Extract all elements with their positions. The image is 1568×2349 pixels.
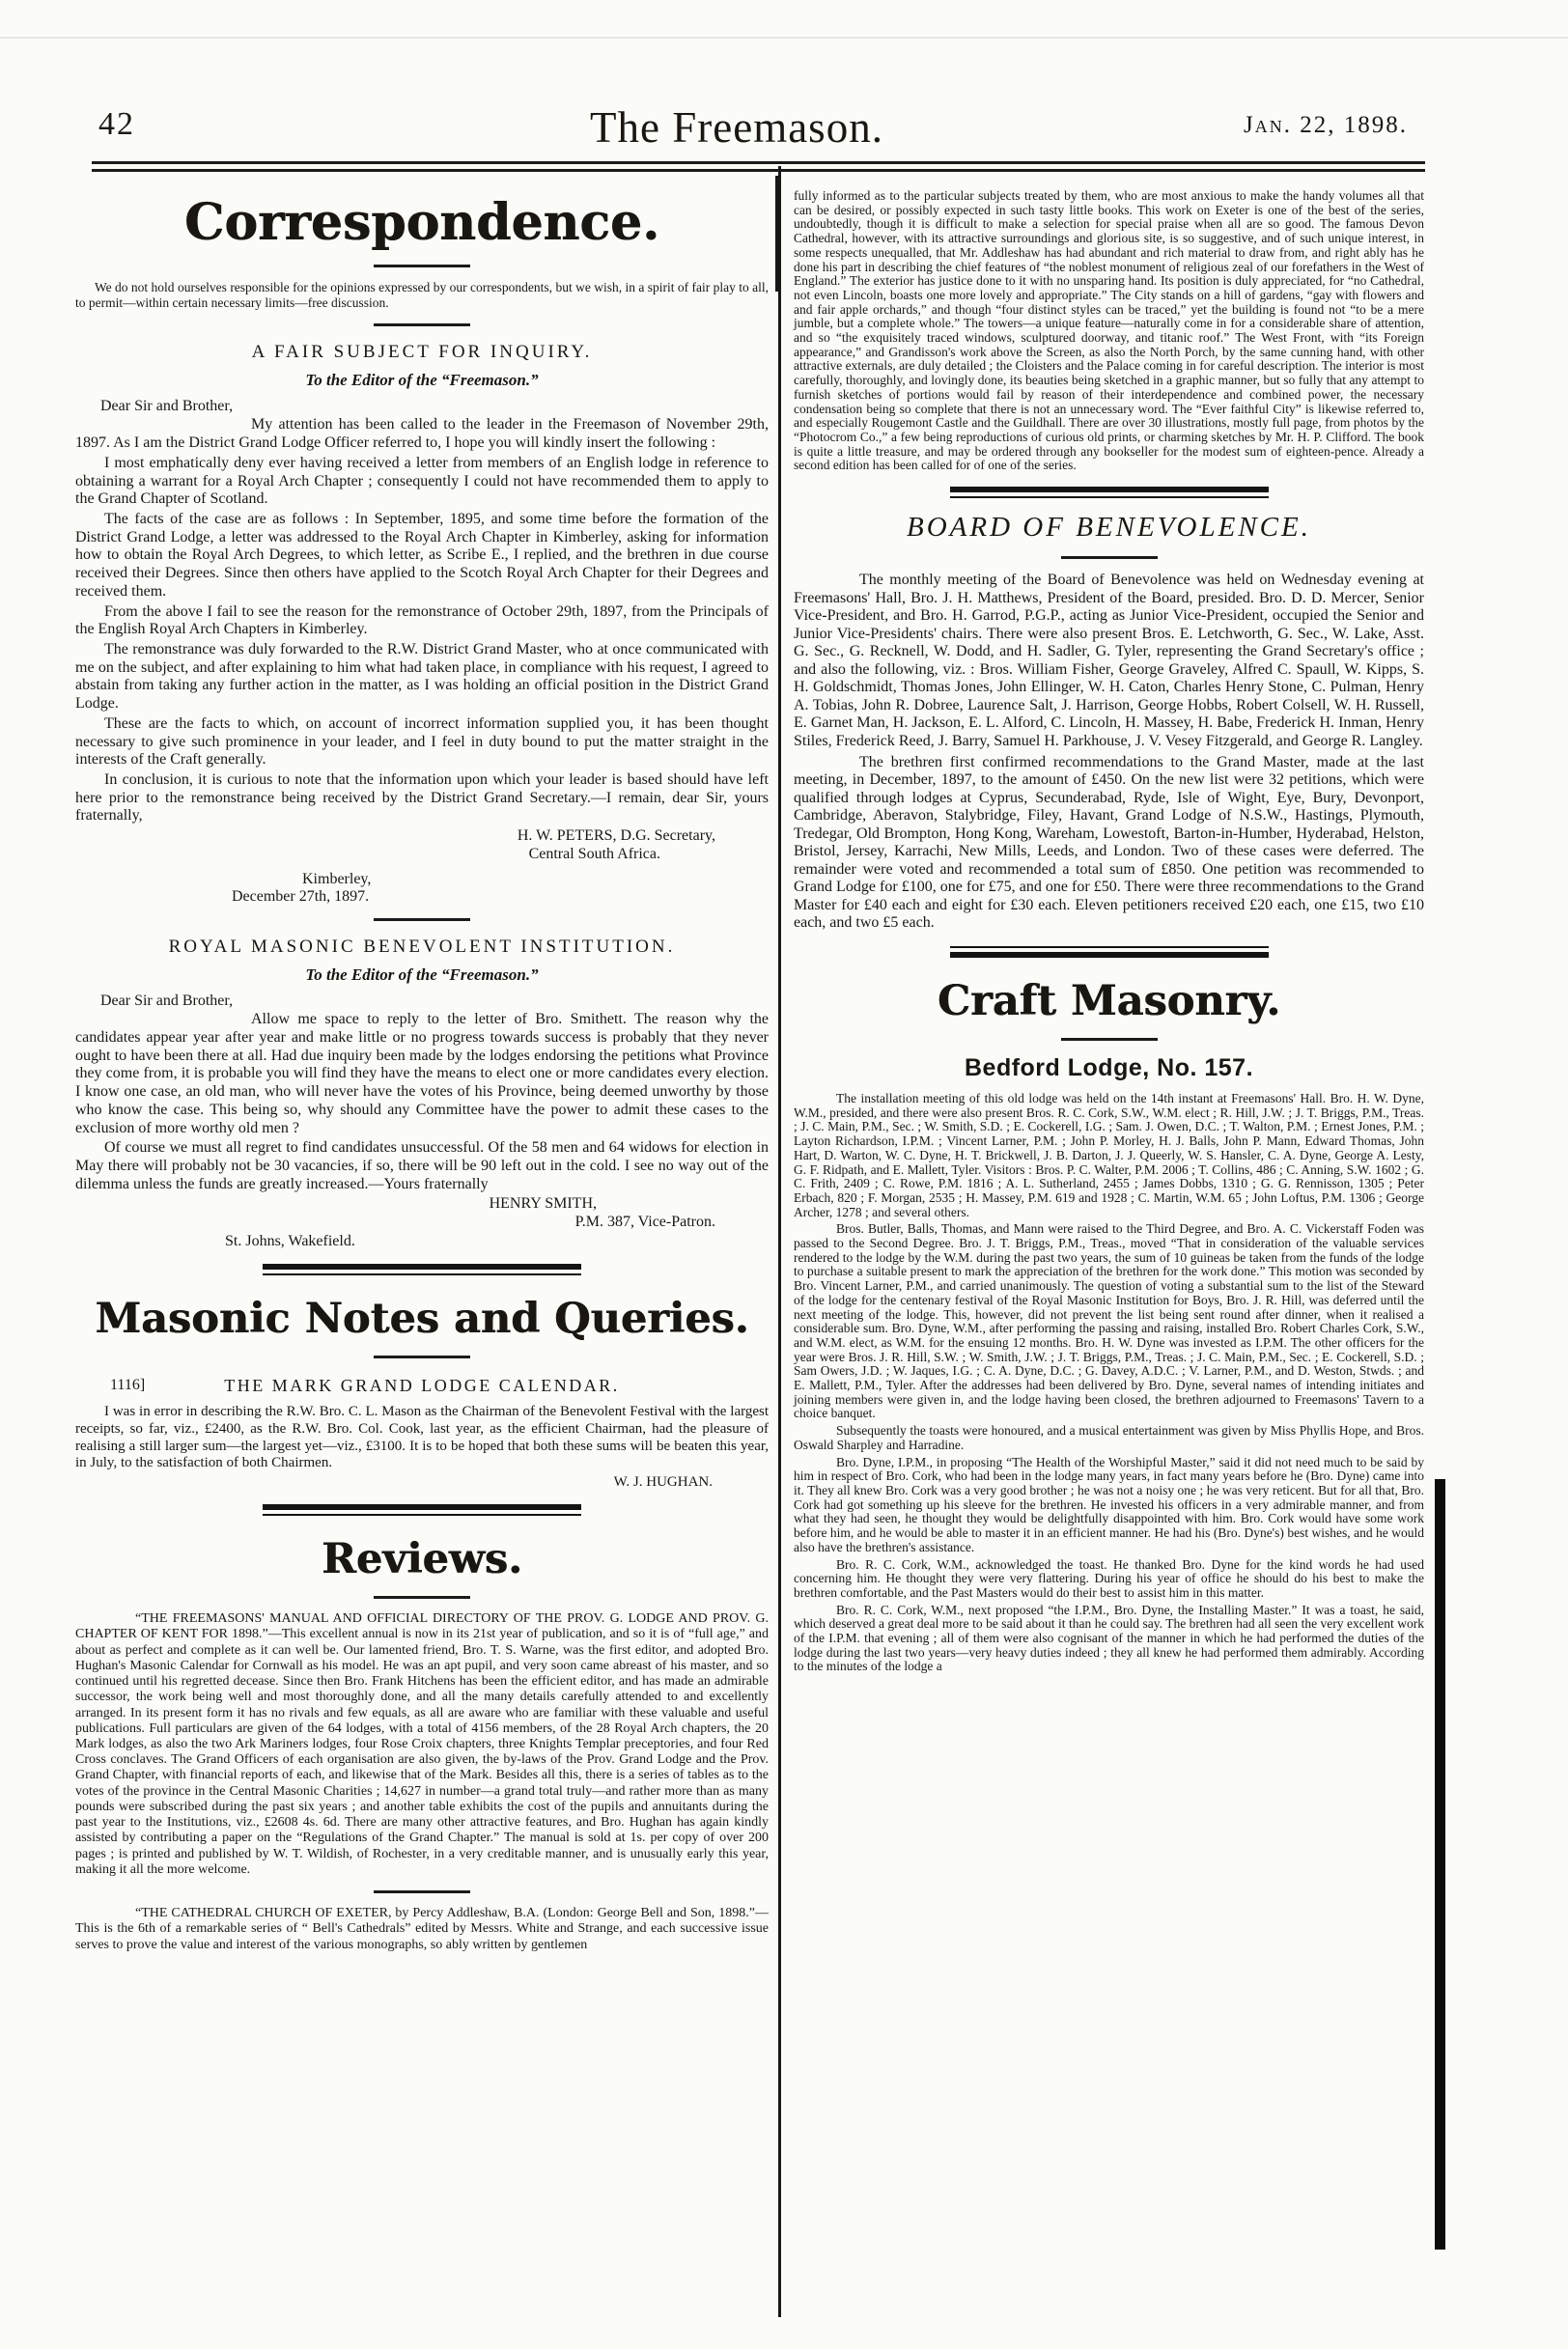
correspondence-heading: Correspondence. <box>183 193 660 252</box>
letter1-title: A FAIR SUBJECT FOR INQUIRY. <box>251 342 593 363</box>
masthead <box>93 70 1425 152</box>
paper-title: The Freemason. <box>590 103 883 152</box>
letter-paragraph: The facts of the case are as follows : In September, 1895, and some time before the formation of the District Grand Lodge, a letter was addressed to the Royal Arch Chapter in Kimberley, asking for information how to obtain the Royal Arch Degrees, to which letter, as Scribe E., I replied, and the brethren in due course received their Degrees. Since then others have applied to the Scotch Royal Arch Chapter for their Degrees and received them. <box>75 510 769 600</box>
scan-edge-artifact <box>1435 1479 1445 2250</box>
letter2-title: ROYAL MASONIC BENEVOLENT INSTITUTION. <box>168 937 676 958</box>
craft-paragraph: Subsequently the toasts were honoured, and a musical entertainment was given by Miss Phyllis Hope, and Bros. Oswald Sharpley and Harradine. <box>794 1423 1424 1452</box>
column-divider-rule <box>778 166 781 2317</box>
letter1-signature-title: Central South Africa. <box>528 846 660 863</box>
letter1-greeting: Dear Sir and Brother, <box>100 398 234 415</box>
board-paragraph: The brethren first confirmed recommendations to the Grand Master, made at the last meeting, in December, 1897, to the amount of £450. On the new list were 32 petitions, which were qualified through lodges at Cyprus, Secunderabad, Ryde, Isle of Wight, Eye, Bury, Devonport, Cambridge, Aberavon, Stalybridge, Filey, Havant, Grand Lodge of N.S.W., Hastings, Plymouth, Tredegar, Old Brompton, Hong Kong, Wareham, Lowestoft, Barton-in-Humber, Hyderabad, Helston, Bristol, Jersey, Karrachi, New Mills, Leeds, and London. Two of these cases were deferred. The remainder were voted and recommended a total sum of £850. One petition was recommended to Grand Lodge for £100, one for £75, and one for £50. There were three recommendations to the Grand Master for £40 each and eight for £30 each. Eleven petitioners received £20 each, one £15, two £10 each, and two £5 each. <box>794 753 1424 932</box>
board-paragraph: The monthly meeting of the Board of Benevolence was held on Wednesday evening at Freemasons' Hall, Bro. J. H. Matthews, President of the Board, presided. Bro. D. D. Mercer, Senior Vice-President, and Bro. H. Garrod, P.G.P., acting as Junior Vice-President, occupied the Senior and Junior Vice-Presidents' chairs. There were also present Bros. E. Letchworth, G. Sec., W. Lake, Asst. G. Sec., G. Recknell, W. Dodd, and H. Sadler, G. Tyler, representing the Grand Secretary's office ; and also the following, viz. : Bros. William Fisher, George Graveley, Alfred C. Spaull, W. Kipps, S. H. Goldschmidt, Thomas Jones, John Ellinger, W. H. Caton, Charles Henry Stone, C. Pulman, Henry A. Tobias, John R. Dobree, Laurence Salt, J. Harrison, George Hobbs, Robert Colsell, W. H. Russell, E. Garnet Man, H. Jackson, E. L. Alford, C. Lincoln, H. Massey, H. Babe, Frederick H. Inman, Henry Stiles, Frederick Reed, J. Barry, Samuel H. Parkhouse, J. V. Vesey Fitzgerald, and George R. Langley. <box>794 572 1424 749</box>
letter2-to-editor: To the Editor of the “Freemason.” <box>305 965 539 985</box>
right-column <box>794 189 1424 1677</box>
separator-rule <box>1061 1038 1158 1041</box>
section-rule <box>263 1504 581 1516</box>
letter1-signature-name: H. W. PETERS, D.G. Secretary, <box>517 827 715 845</box>
left-column <box>75 183 769 1955</box>
page-number: 42 <box>98 106 135 142</box>
craft-paragraph: Bro. R. C. Cork, W.M., acknowledged the toast. He thanked Bro. Dyne for the kind words he had used concerning him. He thought they were very flattering. During his year of office he should do his best to make the brethren comfortable, and the Past Masters would do their best to assist him in this matter. <box>794 1556 1424 1600</box>
letter-paragraph: My attention has been called to the leader in the Freemason of November 29th, 1897. As I am the District Grand Lodge Officer referred to, I hope you will kindly insert the following : <box>75 416 769 452</box>
letter-paragraph: I most emphatically deny ever having received a letter from members of an English lodge in reference to obtaining a warrant for a Royal Arch Chapter ; consequently I could not have recommended them to apply to the Grand Chapter of Scotland. <box>75 454 769 508</box>
letter-paragraph: These are the facts to which, on account of incorrect information supplied you, it has been thought necessary to give such prominence in your leader, and I feel in duty bound to put the matter straight in the interests of the Craft generally. <box>75 714 769 769</box>
letter2-place: St. Johns, Wakefield. <box>225 1233 355 1250</box>
reviews-heading: Reviews. <box>322 1535 522 1584</box>
separator-rule <box>374 1890 470 1893</box>
separator-rule <box>374 918 470 921</box>
letter1-to-editor: To the Editor of the “Freemason.” <box>305 371 539 390</box>
craft-masonry-heading: Craft Masonry. <box>937 977 1281 1025</box>
letter1-place: Kimberley, <box>302 871 372 888</box>
separator-rule <box>374 265 470 267</box>
review-continuation-paragraph: fully informed as to the particular subjects treated by them, who are most anxious to make the handy volumes all that can be desired, or possibly expected in such tasty little books. This work on Exeter is one of the best of the series, undoubtedly, though it is difficult to make a selection for special praise when all are so good. The famous Devon Cathedral, however, with its attractive surroundings and glorious site, is so suggestive, and of such unique interest, in some respects unequalled, that Mr. Addleshaw has had abundant and rich material to draw from, and right ably has he done his part in describing the chief features of “the noblest monument of religious zeal of our forefathers in the West of England.” The exterior has justice done to it with no unsparing hand. Its position is duly appreciated, for “no Cathedral, not even Lincoln, boasts one more lovely and appropriate.” The City stands on a hill of gardens, “gay with flowers and and fair apple orchards,” and though “four distinct styles can be traced,” yet the building is found not “to be a mere jumble, but a complete whole.” The towers—a unique feature—naturally come in for a considerable share of attention, and so “the exquisitely traced windows, sculptured doorway, and titanic roof.” The West Front, with “its Foreign appearance,” and Grandisson's work above the Screen, as also the North Porch, by the same cunning hand, with other attractive externals, are duly detailed ; the Cloisters and the Palace coming in for careful description. The interior is most carefully, thoroughly, and lovingly done, its beauties being sketched in a graphic manner, but so fully that any attempt to furnish sketches of portions would fail by reason of their interdependence and combined power, the necessary condensation being so complete that there is not an unnecessary word. The “Ever faithful City” is likewise referred to, and especially Rougemont Castle and the Guildhall. There are over 30 illustrations, mostly full page, from photos by the “Photocrom Co.,” a few being reproductions of curious old prints, or charming sketches by Mr. H. P. Clifford. The book is quite a little treasure, and may be ordered through any bookseller for the modest sum of eighteen-pence. Already a second edition has been called for of one of the series. <box>794 188 1424 473</box>
letter-paragraph: From the above I fail to see the reason for the remonstrance of October 29th, 1897, from the Principals of the English Royal Arch Chapters in Kimberley. <box>75 602 769 638</box>
issue-date: Jan. 22, 1898. <box>1244 112 1408 138</box>
letter-paragraph: In conclusion, it is curious to note that the information upon which your leader is based should have left here prior to the remonstrance being received by the District Grand Secretary.—I remain, dear Sir, yours fraternally, <box>75 771 769 825</box>
letter-paragraph: Of course we must all regret to find candidates unsuccessful. Of the 58 men and 64 widows for election in May there will probably not be 30 vacancies, if so, there will be 90 left out in the cold. I see no way out of the dilemma unless the funds are greatly increased.—Yours fraternally <box>75 1139 769 1192</box>
notes-item-title: THE MARK GRAND LODGE CALENDAR. <box>224 1376 620 1396</box>
letter-paragraph: Allow me space to reply to the letter of Bro. Smithett. The reason why the candidates appear year after year and make little or no progress towards success is probably that they never ought to have been there at all. Had due inquiry been made by the lodges endorsing the petitions what Province they come from, it is probable you will find they have the means to elect one or more candidates every election. I know one case, an old man, who will never have the votes of his Province, being deemed unworthy by those who know the case. This being so, why should any Committee have the power to admit these cases to the exclusion of more worthy old men ? <box>75 1011 769 1136</box>
separator-rule <box>374 1356 470 1358</box>
masthead-rule <box>92 161 1425 172</box>
letter1-date: December 27th, 1897. <box>232 888 370 906</box>
separator-rule <box>374 1596 470 1599</box>
board-of-benevolence-heading: BOARD OF BENEVOLENCE. <box>907 512 1311 544</box>
section-rule <box>950 487 1269 498</box>
craft-paragraph: Bros. Butler, Balls, Thomas, and Mann were raised to the Third Degree, and Bro. A. C. Vickerstaff Foden was passed to the Second Degree. Bro. J. T. Briggs, P.M., Treas., moved “That in consideration of the valuable services rendered to the lodge by the W.M. during the past two years, the sum of 10 guineas be taken from the funds of the lodge to purchase a suitable present to mark the appreciation of the brethren for the work done.” This motion was seconded by Bro. Vincent Larner, P.M., and carried unanimously. The question of voting a substantial sum to the list of the Steward of the lodge for the centenary festival of the Royal Masonic Institution for Boys, Bro. J. R. Hill, was deferred until the next meeting of the lodge. This, however, did not prevent the list being sent round after dinner, when it realised a considerable sum. Bro. Dyne, W.M., after performing the passing and raising, installed Bro. Robert Charles Cork, S.W., and W.M. elect, as W.M. for the ensuing 12 months. Bro. H. W. Dyne was invested as I.P.M. The other officers for the year were Bros. J. R. Hill, S.W. ; W. Smith, J.W. ; J. T. Briggs, P.M., Treas. ; J. C. Main, P.M., Sec. ; E. Cockerell, S.D. ; Sam Owers, J.D. ; W. Jaques, I.G. ; C. A. Dyne, D.C. ; G. Davey, A.D.C. ; V. Larner, P.M., and D. Weston, Stwds. ; and E. Mallett, P.M., Tyler. After the addresses had been delivered by Bro. Dyne, several names of intending initiates and joining members were given in, and the lodge having been closed, the brethren adjourned to Freemasons' Tavern to a choice banquet. <box>794 1221 1424 1421</box>
notes-paragraph: I was in error in describing the R.W. Bro. C. L. Mason as the Chairman of the Benevolent Festival with the largest receipts, so far, viz., £2400, as the R.W. Bro. Col. Cook, last year, as the efficient Chairman, had the pleasure of realising a still larger sum—the largest yet—viz., £3100. It is to be hoped that both these sums will be beaten this year, in July, to the satisfaction of both Chairmen. <box>75 1404 769 1471</box>
editorial-disclaimer: We do not hold ourselves responsible for the opinions expressed by our correspondents, but we wish, in a spirit of fair play to all, to permit—within certain necessary limits—free discussion. <box>75 280 769 311</box>
letter2-greeting: Dear Sir and Brother, <box>100 993 234 1010</box>
separator-rule <box>374 323 470 326</box>
separator-rule <box>1061 556 1158 559</box>
notes-queries-heading: Masonic Notes and Queries. <box>95 1295 749 1344</box>
notes-item-header <box>75 1376 769 1396</box>
section-rule <box>950 946 1269 958</box>
craft-paragraph: Bro. Dyne, I.P.M., in proposing “The Health of the Worshipful Master,” said it did not need much to be said by him in respect of Bro. Cork, who had been in the lodge many years, in fact many years before he (Bro. Dyne) came into it. They all knew Bro. Cork was a very good brother ; he was not a noisy one ; he was very reticent. But for all that, Bro. Cork had got something up his sleeve for the brethren. He invested his officers in a very admirable manner, and from what they had seen, he thought they would be delightfully disappointed with him. Bro. Cork would have some work before him, and he would be able to master it in an efficient manner. He had his (Bro. Dyne's) best wishes, and he would also have the brethren's assistance. <box>794 1454 1424 1554</box>
letter-paragraph: The remonstrance was duly forwarded to the R.W. District Grand Master, who at once communicated with me on the subject, and after explaining to him what had taken place, in compliance with his request, I agreed to abstain from taking any further action in the matter, as I was holding an official position in the District Grand Lodge. <box>75 641 769 713</box>
bedford-lodge-heading: Bedford Lodge, No. 157. <box>964 1054 1254 1081</box>
notes-signature: W. J. HUGHAN. <box>613 1474 713 1491</box>
craft-paragraph: The installation meeting of this old lodge was held on the 14th instant at Freemasons' Hall. Bro. H. W. Dyne, W.M., presided, and there were also present Bros. R. C. Cork, S.W., W.M. elect ; R. Hill, J.W. ; J. T. Briggs, P.M., Treas. ; J. C. Main, P.M., Sec. ; W. Smith, S.D. ; E. Cockerell, I.G. ; Sam. J. Owen, D.C. ; T. Walton, P.M. ; Ernest Jones, P.M. ; Layton Richardson, I.P.M. ; Vincent Larner, P.M. ; John P. Morley, H. J. Balls, John P. Mann, Edward Thomas, John Hart, D. Warton, W. C. Dyne, H. T. Brickwell, J. B. Darton, J. J. Queerly, W. S. Hansler, C. A. Dyne, George A. Lesty, G. F. Ridpath, and E. Mallett, Tyler. Visitors : Bros. P. C. Walter, P.M. 2006 ; T. Collins, 486 ; C. Anning, S.W. 1602 ; G. C. Frith, 2409 ; C. Rowe, P.M. 1816 ; A. L. Sutherland, 2455 ; James Dobbs, 1310 ; G. G. Rennisson, 1305 ; Peter Erbach, 820 ; F. Morgan, 2535 ; H. Massey, P.M. 619 and 1928 ; C. Martin, W.M. 65 ; John Loftus, P.M. 1306 ; George Archer, 1278 ; and several others. <box>794 1091 1424 1219</box>
notes-item-number: 1116] <box>110 1377 146 1394</box>
section-rule <box>263 1264 581 1275</box>
review-paragraph: “THE CATHEDRAL CHURCH OF EXETER, by Percy Addleshaw, B.A. (London: George Bell and Son, 1898.”—This is the 6th of a remarkable series of “ Bell's Cathedrals” edited by Messrs. White and Strange, and each successive issue serves to prove the value and interest of the various monographs, so ably written by gentlemen <box>75 1906 769 1952</box>
letter2-signature-title: P.M. 387, Vice-Patron. <box>574 1214 715 1231</box>
letter2-signature-name: HENRY SMITH, <box>489 1195 597 1213</box>
review-paragraph: “THE FREEMASONS' MANUAL AND OFFICIAL DIRECTORY OF THE PROV. G. LODGE AND PROV. G. CHAPTER OF KENT FOR 1898.”—This excellent annual is now in its 21st year of publication, and so it is of “full age,” and about as perfect and complete as it can well be. Our lamented friend, Bro. T. S. Warne, was the first editor, and adopted Bro. Hughan's Masonic Calendar for Cornwall as his model. He was an apt pupil, and very soon came abreast of his master, and so continued until his regretted decease. Since then Bro. Frank Hitchens has been the efficient editor, and has made an admirable successor, the work being well and most thoroughly done, and all the many details carefully attended to and excellently arranged. In its present form it has no rivals and few equals, as all are aware who are familiar with these valuable and useful publications. Full particulars are given of the 64 lodges, with a total of 4156 members, of the 28 Royal Arch chapters, the 20 Mark lodges, as also the two Ark Mariners lodges, four Rose Croix chapters, three Knights Templar preceptories, and four Red Cross conclaves. The Grand Officers of each organisation are also given, the by-laws of the Prov. Grand Lodge and the Prov. Grand Chapter, with financial reports of each, and likewise that of the Mark. Besides all this, there is a series of tables as to the votes of the province in the Central Masonic Charities ; 14,627 in number—a grand total truly—and rather more than as many pounds were subscribed during the past six years ; and another table exhibits the cost of the pupils and annuitants during the past year to the Institutions, viz., £2608 4s. 6d. There are many other attractive features, and Bro. Hughan has again kindly assisted by contributing a paper on the “Regulations of the Grand Chapter.” The manual is sold at 1s. per copy of over 200 pages ; is printed and published by W. T. Wildish, of Rochester, in a very creditable manner, and is unusually early this year, making it all the more welcome. <box>75 1611 769 1877</box>
craft-paragraph: Bro. R. C. Cork, W.M., next proposed “the I.P.M., Bro. Dyne, the Installing Master.” It was a toast, he said, which deserved a great deal more to be said about it than he could say. The brethren had all seen the very excellent work of the I.P.M. that evening ; all of them were also cognisant of the manner in which he had performed the duties of the lodge during the last two years—very heavy duties indeed ; they all knew he had performed them admirably. According to the minutes of the lodge a <box>794 1602 1424 1674</box>
scan-edge-artifact <box>0 37 1568 39</box>
